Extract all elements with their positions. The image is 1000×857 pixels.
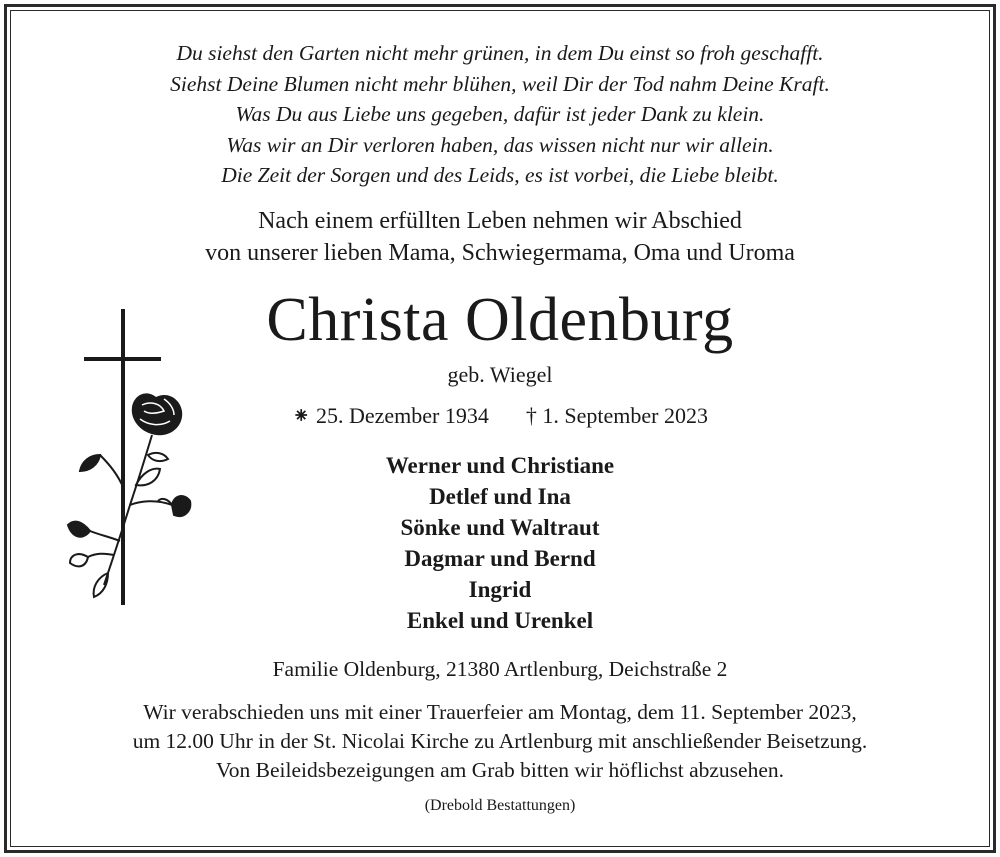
life-dates	[0, 401, 1000, 431]
mourner-line: Detlef und Ina	[429, 484, 571, 509]
mourner-line: Ingrid	[468, 577, 532, 602]
poem-line: Was wir an Dir verloren haben, das wissen nicht nur wir allein.	[226, 132, 774, 157]
undertaker-credit: (Drebold Bestattungen)	[424, 797, 576, 814]
birth-date: 25. Dezember 1934	[315, 403, 489, 428]
poem-line: Was Du aus Liebe uns gegeben, dafür ist jeder Dank zu klein.	[235, 102, 765, 126]
mourner-line: Werner und Christiane	[385, 453, 615, 478]
intro-text	[0, 205, 1000, 269]
service-line: Von Beileidsbezeigungen am Grab bitten wir höflichst abzusehen.	[215, 758, 784, 782]
intro-line: Nach einem erfüllten Leben nehmen wir Abschied	[258, 208, 742, 234]
mourners-list	[0, 450, 1000, 636]
poem-line: Siehst Deine Blumen nicht mehr blühen, weil Dir der Tod nahm Deine Kraft.	[170, 71, 830, 96]
mourner-line: Dagmar und Bernd	[404, 546, 596, 571]
deceased-name: Christa Oldenburg	[266, 286, 734, 354]
birth-star-icon: ⁕	[292, 403, 311, 428]
poem-line: Die Zeit der Sorgen und des Leids, es ist vorbei, die Liebe bleibt.	[221, 163, 779, 187]
family-address: Familie Oldenburg, 21380 Artlenburg, Deichstraße 2	[272, 657, 728, 681]
poem-line: Du siehst den Garten nicht mehr grünen, in dem Du einst so froh geschafft.	[176, 41, 824, 65]
intro-line: von unserer lieben Mama, Schwiegermama, Oma und Uroma	[205, 240, 795, 266]
service-line: um 12.00 Uhr in der St. Nicolai Kirche zu Artlenburg mit anschließender Beisetzung.	[132, 729, 868, 753]
death-date: 1. September 2023	[542, 403, 708, 428]
service-info	[0, 698, 1000, 785]
mourner-line: Sönke und Waltraut	[400, 515, 600, 540]
death-cross-icon: †	[525, 403, 537, 428]
poem	[0, 38, 1000, 191]
birth-name: geb. Wiegel	[447, 362, 553, 387]
service-line: Wir verabschieden uns mit einer Trauerfeier am Montag, dem 11. September 2023,	[143, 700, 857, 724]
mourner-line: Enkel und Urenkel	[406, 608, 594, 633]
